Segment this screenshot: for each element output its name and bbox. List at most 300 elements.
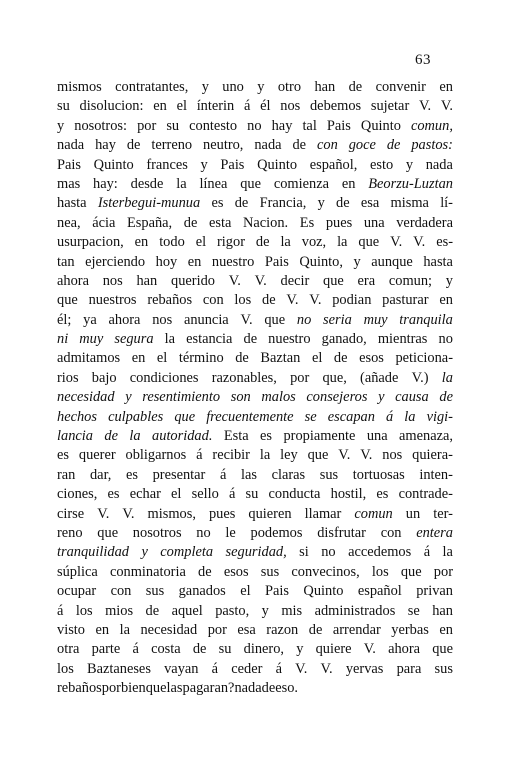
word: V. xyxy=(390,234,403,251)
word: á xyxy=(219,466,227,483)
word: disfrutar xyxy=(317,524,366,541)
word: dar, xyxy=(89,466,112,483)
word: convenir xyxy=(375,79,426,95)
word: con xyxy=(110,583,132,600)
word: en xyxy=(95,621,110,638)
word: entera xyxy=(416,524,453,541)
word: el xyxy=(240,583,251,600)
text-line xyxy=(57,485,453,504)
word: un xyxy=(405,505,421,522)
word: y xyxy=(141,544,148,561)
word: con xyxy=(202,292,224,309)
text-line xyxy=(57,602,453,621)
word: de xyxy=(308,621,323,638)
word: V. xyxy=(97,505,110,522)
word: esa xyxy=(237,621,256,638)
word: decir xyxy=(280,272,310,289)
word: peticiona- xyxy=(395,350,453,367)
word: frances xyxy=(146,156,188,173)
word: V. xyxy=(286,292,299,309)
word: la xyxy=(441,369,453,386)
word: los xyxy=(57,660,74,677)
word: él xyxy=(260,98,271,115)
word: comun, xyxy=(410,117,453,134)
word: le xyxy=(225,524,236,541)
word: ganado, xyxy=(321,331,367,348)
word: sujetar xyxy=(370,98,410,115)
word: que xyxy=(264,311,286,328)
word: ocupar xyxy=(57,583,97,600)
word: tan xyxy=(57,253,75,270)
word: pasto, xyxy=(215,602,250,619)
word: razon xyxy=(266,621,299,638)
word: y xyxy=(405,156,414,173)
word: si xyxy=(299,544,309,561)
word: hoy xyxy=(155,253,178,270)
word: estancia xyxy=(186,331,233,348)
word: era xyxy=(357,272,376,289)
word: nos xyxy=(280,98,301,115)
word: Quinto xyxy=(93,156,134,173)
word: lí- xyxy=(440,195,453,212)
word: V. xyxy=(228,272,241,289)
text-line xyxy=(57,311,453,330)
word: una xyxy=(366,428,388,445)
page-number: 63 xyxy=(415,52,431,68)
text-line xyxy=(57,388,453,407)
word: Pais xyxy=(326,117,351,134)
text-line xyxy=(57,253,453,272)
text-line xyxy=(57,349,453,368)
word: por xyxy=(290,369,310,386)
word: Beorzu-Luztan xyxy=(368,175,453,192)
word: usurpacion, xyxy=(57,234,124,251)
text-line xyxy=(57,524,453,543)
word: el xyxy=(311,350,323,367)
word: nada xyxy=(57,137,85,154)
word: por xyxy=(207,621,227,638)
word: comun; xyxy=(388,272,433,289)
word: quiera- xyxy=(412,447,453,464)
word: su xyxy=(245,486,259,503)
word: tranquilidad xyxy=(57,544,129,561)
word: los xyxy=(75,602,93,619)
word: nuestro xyxy=(211,253,255,270)
word: y xyxy=(261,602,269,619)
word: sus xyxy=(145,583,165,600)
word: y xyxy=(201,79,209,95)
word: Pais xyxy=(220,156,245,173)
text-line xyxy=(57,679,453,698)
word: V. xyxy=(418,98,432,115)
word: arrendar xyxy=(332,621,381,638)
text-line xyxy=(57,563,453,582)
text-line xyxy=(57,427,453,446)
word: es xyxy=(376,486,389,503)
word: sello xyxy=(191,486,219,503)
word: y xyxy=(445,272,453,289)
word: rios xyxy=(57,369,79,386)
word: ahora xyxy=(57,272,89,289)
word: de xyxy=(333,350,348,367)
word: nea, xyxy=(57,214,81,231)
word: la xyxy=(404,408,416,425)
word: quiere xyxy=(315,641,352,658)
word: Quinto xyxy=(303,583,344,600)
word: convecinos, xyxy=(291,563,360,580)
word: una xyxy=(363,214,385,231)
word: por xyxy=(433,563,453,580)
word: Baztaneses xyxy=(86,660,151,677)
word: otra xyxy=(57,641,80,658)
word: en xyxy=(341,175,356,192)
word: frecuentemente xyxy=(206,408,294,425)
word: accedemos xyxy=(348,544,412,561)
word: su xyxy=(166,117,180,134)
word: y xyxy=(378,389,385,406)
word: ínterin xyxy=(196,98,235,115)
word: todo xyxy=(159,234,185,251)
word: admitamos xyxy=(57,350,121,367)
text-line xyxy=(57,272,453,291)
word: de xyxy=(198,563,212,580)
word: no xyxy=(247,117,262,134)
word: nada xyxy=(425,156,453,173)
word: seguridad, xyxy=(225,544,287,561)
word: yervas xyxy=(345,660,384,677)
word: rigor xyxy=(217,234,245,251)
word: tortuosas xyxy=(352,466,405,483)
text-line xyxy=(57,233,453,252)
word: las xyxy=(240,466,257,483)
word: esa xyxy=(360,195,380,212)
word: es xyxy=(126,466,138,483)
word: de xyxy=(183,214,198,231)
word: es xyxy=(211,195,224,212)
word: de xyxy=(126,137,141,154)
word: privan xyxy=(416,583,453,600)
word: no xyxy=(321,544,336,561)
word: lancia xyxy=(57,428,93,445)
word: mismos, xyxy=(147,505,196,522)
word: Pais xyxy=(264,253,289,270)
word: V. xyxy=(240,311,253,328)
word: mismos xyxy=(57,79,102,95)
word: línea xyxy=(199,175,228,192)
word: recibir xyxy=(212,447,250,464)
word: súplica xyxy=(57,563,98,580)
text-line xyxy=(57,97,453,116)
word: V. xyxy=(440,98,453,115)
word: ya xyxy=(83,311,97,328)
word: ley xyxy=(280,447,298,464)
word: terreno xyxy=(151,137,193,154)
word: echar xyxy=(129,486,161,503)
word: el xyxy=(195,234,207,251)
word: ejerciendo xyxy=(85,253,146,270)
word: á xyxy=(211,660,219,677)
word: otro xyxy=(277,79,302,95)
word: ni xyxy=(57,331,69,348)
word: V. xyxy=(360,447,373,464)
word: que, xyxy=(322,369,347,386)
word: administrados xyxy=(314,602,396,619)
word: hay xyxy=(95,137,116,154)
word: esos xyxy=(359,350,384,367)
text-line xyxy=(57,136,453,155)
word: escapan xyxy=(327,408,375,425)
word: nos xyxy=(382,447,403,464)
word: á xyxy=(196,447,203,464)
word: á xyxy=(244,98,251,115)
word: ciones, xyxy=(57,486,98,503)
word: parte xyxy=(91,641,121,658)
word: bajo xyxy=(91,369,117,386)
word: uno xyxy=(222,79,244,95)
word: pues xyxy=(325,214,353,231)
word: son xyxy=(230,389,251,406)
word: la xyxy=(129,428,141,445)
word: necesidad xyxy=(57,389,115,406)
word: por xyxy=(101,680,121,697)
word: contratantes, xyxy=(115,79,189,95)
text-line xyxy=(57,175,453,194)
text-line xyxy=(57,543,453,562)
word: mas xyxy=(57,175,81,192)
word: no xyxy=(296,311,312,328)
word: querer xyxy=(78,447,116,464)
word: en xyxy=(134,234,149,251)
word: sus xyxy=(319,466,339,483)
word: causa xyxy=(395,389,429,406)
word: nosotros xyxy=(132,524,182,541)
word: misma xyxy=(390,195,429,212)
word: que xyxy=(307,447,329,464)
word: de xyxy=(292,137,307,154)
text-line xyxy=(57,446,453,465)
word: han xyxy=(432,602,453,619)
word: no xyxy=(438,331,453,348)
word: contesto xyxy=(189,117,238,134)
word: de xyxy=(336,195,350,212)
word: de xyxy=(243,331,258,348)
word: seria xyxy=(323,311,352,328)
word: podemos xyxy=(250,524,303,541)
word: la xyxy=(337,234,348,251)
word: y xyxy=(317,195,325,212)
word: Nacion. xyxy=(243,214,289,231)
word: de xyxy=(255,234,270,251)
word: consejeros xyxy=(306,389,368,406)
word: esos xyxy=(223,563,249,580)
word: que xyxy=(97,524,119,541)
word: esta xyxy=(209,214,232,231)
word: la xyxy=(280,234,291,251)
word: y xyxy=(200,156,208,173)
word: yerbas xyxy=(391,621,429,638)
word: han xyxy=(314,79,336,95)
word: Baztan xyxy=(260,350,301,367)
text-line xyxy=(57,291,453,310)
word: Esta xyxy=(223,428,249,445)
word: pasturar xyxy=(382,292,429,309)
word: llamar xyxy=(304,505,342,522)
word: el xyxy=(156,350,168,367)
word: á xyxy=(275,660,282,677)
word: que xyxy=(358,234,380,251)
word: aquel xyxy=(171,602,203,619)
word: claras xyxy=(271,466,306,483)
word: mientras xyxy=(377,331,428,348)
word: goce xyxy=(348,137,376,154)
word: á xyxy=(57,602,64,619)
word: de xyxy=(192,641,207,658)
word: es xyxy=(57,447,69,464)
word: voz, xyxy=(301,234,327,251)
text-line xyxy=(57,408,453,427)
word: de xyxy=(386,137,401,154)
word: completa xyxy=(160,544,214,561)
word: tal xyxy=(302,117,317,134)
word: y xyxy=(57,117,65,134)
word: su xyxy=(57,98,70,115)
word: que xyxy=(432,641,453,658)
word: esto xyxy=(369,156,394,173)
word: hostil, xyxy=(330,486,367,503)
word: podian xyxy=(332,292,372,309)
word: pues xyxy=(208,505,236,522)
text-line xyxy=(57,369,453,388)
word: inten- xyxy=(419,466,453,483)
word: y xyxy=(353,253,361,270)
word: aunque xyxy=(371,253,413,270)
word: y xyxy=(257,79,265,95)
word: de xyxy=(261,680,276,697)
word: conducta xyxy=(268,486,321,503)
word: (añade xyxy=(360,369,399,386)
word: pastos: xyxy=(411,137,453,154)
text-line xyxy=(57,330,453,349)
word: sus xyxy=(434,660,453,677)
text-line xyxy=(57,117,453,136)
word: el xyxy=(176,98,187,115)
word: costa xyxy=(151,641,181,658)
word: comienza xyxy=(273,175,329,192)
word: presentar xyxy=(152,466,206,483)
word: se xyxy=(407,602,420,619)
word: sus xyxy=(260,563,280,580)
word: los xyxy=(371,563,389,580)
word: no xyxy=(196,524,211,541)
word: con xyxy=(317,137,338,154)
word: y xyxy=(296,641,304,658)
word: término xyxy=(178,350,224,367)
word: es xyxy=(260,428,273,445)
word: él; xyxy=(57,311,72,328)
word: en xyxy=(439,621,453,638)
word: á xyxy=(423,544,431,561)
word: razonables, xyxy=(211,369,277,386)
word: su xyxy=(218,641,232,658)
word: hasta xyxy=(423,253,453,270)
word: nuestros xyxy=(88,292,137,309)
word: por xyxy=(137,117,157,134)
word: Es xyxy=(299,214,315,231)
word: que xyxy=(400,563,422,580)
word: la xyxy=(164,331,175,348)
word: V. xyxy=(122,505,135,522)
text-line xyxy=(57,640,453,659)
word: pagaran? xyxy=(182,680,235,697)
word: nosotros: xyxy=(74,117,128,134)
word: mis xyxy=(281,602,303,619)
word: España, xyxy=(127,214,173,231)
word: la xyxy=(119,621,130,638)
text-line xyxy=(57,505,453,524)
word: Pais xyxy=(57,156,81,173)
word: mios xyxy=(105,602,134,619)
word: Francia, xyxy=(259,195,307,212)
text-line xyxy=(57,194,453,213)
word: ceder xyxy=(231,660,263,677)
word: de xyxy=(145,602,160,619)
word: han xyxy=(136,272,158,289)
word: V.) xyxy=(411,369,429,386)
word: rebaños xyxy=(147,292,193,309)
body-text xyxy=(57,78,453,699)
word: de xyxy=(348,79,363,95)
word: hasta xyxy=(57,195,87,212)
word: V. xyxy=(254,272,267,289)
word: vigi- xyxy=(426,408,453,425)
word: hay xyxy=(271,117,293,134)
word: nuestro xyxy=(268,331,311,348)
word: obligarnos xyxy=(125,447,187,464)
word: cirse xyxy=(57,505,85,522)
word: propiamente xyxy=(283,428,356,445)
word: ácia xyxy=(92,214,116,231)
word: y xyxy=(125,389,132,406)
word: que xyxy=(323,272,344,289)
word: á xyxy=(386,408,394,425)
word: autoridad. xyxy=(152,428,213,445)
word: con xyxy=(380,524,402,541)
word: en xyxy=(153,98,167,115)
word: muy xyxy=(363,311,388,328)
word: nada xyxy=(254,137,282,154)
word: V. xyxy=(413,234,426,251)
word: ganados xyxy=(178,583,226,600)
word: es- xyxy=(436,234,453,251)
word: V. xyxy=(295,660,308,677)
word: desde xyxy=(130,175,164,192)
word: V. xyxy=(309,292,322,309)
word: disolucion: xyxy=(79,98,144,115)
word: dinero, xyxy=(243,641,284,658)
word: en xyxy=(131,350,146,367)
word: debemos xyxy=(309,98,362,115)
word: en xyxy=(439,292,453,309)
word: V. xyxy=(338,447,351,464)
word: Quinto xyxy=(360,117,401,134)
word: de xyxy=(235,350,249,367)
word: ran xyxy=(57,466,76,483)
word: nos xyxy=(102,272,123,289)
word: visto xyxy=(57,621,85,638)
word: vayan xyxy=(164,660,199,677)
word: conminatoria xyxy=(109,563,186,580)
word: segura xyxy=(114,331,154,348)
